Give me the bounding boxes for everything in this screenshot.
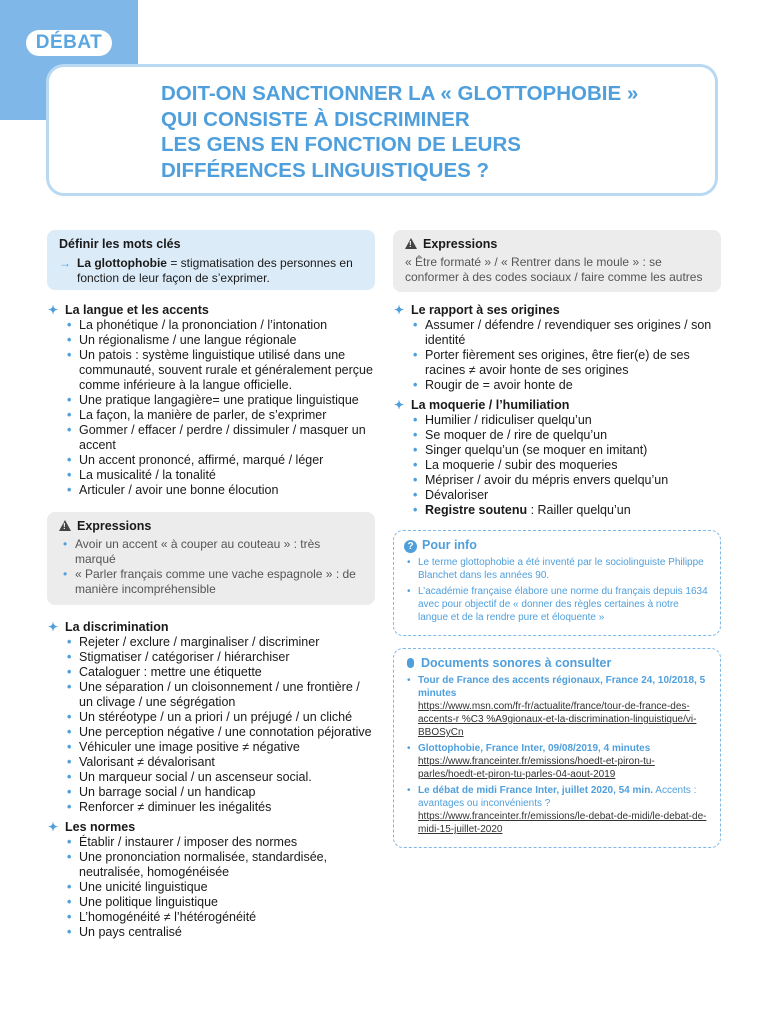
list-item xyxy=(393,503,721,518)
section-list xyxy=(47,635,375,815)
list-item: • Valorisant ≠ dévalorisant xyxy=(47,755,375,770)
list-item: • Une prononciation normalisée, standardisée, neutralisée, homogénéisée xyxy=(47,850,375,880)
star-icon: ✦ xyxy=(48,820,59,834)
list-item: • Assumer / défendre / revendiquer ses origines / son identité xyxy=(393,318,721,348)
expressions-box xyxy=(393,230,721,292)
list-item: • Un pays centralisé xyxy=(47,925,375,940)
pour-info-list xyxy=(404,556,710,624)
microphone-icon xyxy=(407,658,414,668)
definition-body: = stigmatisation des personnes en fonction de leur façon de s’exprimer. xyxy=(77,256,353,285)
section-list xyxy=(47,835,375,940)
star-icon: ✦ xyxy=(48,303,59,317)
page-title xyxy=(161,81,699,183)
definition-text xyxy=(59,256,363,286)
list-item: • La moquerie / subir des moqueries xyxy=(393,458,721,473)
star-icon: ✦ xyxy=(394,398,405,412)
section-list xyxy=(47,318,375,498)
section-title: ✦ Le rapport à ses origines xyxy=(394,303,560,317)
pour-info-box xyxy=(393,530,721,636)
list-item: • Mépriser / avoir du mépris envers quelqu’un xyxy=(393,473,721,488)
list-item: • Une perception négative / une connotation péjorative xyxy=(47,725,375,740)
section-langue xyxy=(47,302,375,498)
list-item: • Un accent prononcé, affirmé, marqué / léger xyxy=(47,453,375,468)
warning-icon xyxy=(405,238,417,249)
register-text: : Railler quelqu’un xyxy=(527,503,631,517)
expressions-list xyxy=(59,537,363,597)
list-item: • Une unicité linguistique xyxy=(47,880,375,895)
info-item: • L’académie française élabore une norme du français depuis 1634 avec pour objectif de « donner des règles certaines à notre langue et de la rendre pure et éloquente » xyxy=(404,585,710,624)
section-discrimination xyxy=(47,619,375,815)
document-item xyxy=(404,674,710,739)
title-line: LES GENS EN FONCTION DE LEURS xyxy=(161,133,521,156)
list-item: • Stigmatiser / catégoriser / hiérarchiser xyxy=(47,650,375,665)
list-item: • Établir / instaurer / imposer des normes xyxy=(47,835,375,850)
title-line: DIFFÉRENCES LINGUISTIQUES ? xyxy=(161,158,490,182)
definition-term: La glottophobie xyxy=(77,256,167,270)
document-title: Glottophobie, France Inter, 09/08/2019, 4 minutes xyxy=(418,743,651,754)
definition-box-title: Définir les mots clés xyxy=(59,237,181,251)
document-title: Le débat de midi France Inter, juillet 2020, 54 min. xyxy=(418,785,654,796)
register-label: Registre soutenu xyxy=(425,503,528,517)
document-item xyxy=(404,784,710,836)
document-item xyxy=(404,742,710,781)
list-item: • Articuler / avoir une bonne élocution xyxy=(47,483,375,498)
question-icon: ? xyxy=(404,540,417,553)
expression-item: • « Parler français comme une vache espagnole » : de manière incompréhensible xyxy=(59,567,363,597)
warning-icon xyxy=(59,520,71,531)
expressions-text: « Être formaté » / « Rentrer dans le moule » : se conformer à des codes sociaux / faire comme les autres xyxy=(405,255,703,284)
document-link[interactable]: https://www.msn.com/fr-fr/actualite/france/tour-de-france-des-accents-r %C3 %A9gionaux-et-la-discrimination-linguistique/vi-BBOSyCn xyxy=(418,701,697,738)
definition-box xyxy=(47,230,375,290)
section-moquerie xyxy=(393,397,721,518)
expressions-title: !Expressions xyxy=(405,236,709,253)
star-icon: ✦ xyxy=(394,303,405,317)
list-item: • Gommer / effacer / perdre / dissimuler / masquer un accent xyxy=(47,423,375,453)
list-item: • Singer quelqu’un (se moquer en imitant) xyxy=(393,443,721,458)
document-link[interactable]: https://www.franceinter.fr/emissions/hoedt-et-piron-tu-parles/hoedt-et-piron-tu-parles-04-aout-2019 xyxy=(418,756,655,780)
section-origines xyxy=(393,302,721,393)
left-column xyxy=(47,230,375,940)
list-item: • Un régionalisme / une langue régionale xyxy=(47,333,375,348)
list-item: • Rougir de = avoir honte de xyxy=(393,378,721,393)
list-item: • Porter fièrement ses origines, être fier(e) de ses racines ≠ avoir honte de ses origines xyxy=(393,348,721,378)
section-title: ✦ Les normes xyxy=(48,820,136,834)
title-box xyxy=(46,64,718,196)
list-item: • Une politique linguistique xyxy=(47,895,375,910)
expressions-box xyxy=(47,512,375,605)
list-item: • Un stéréotype / un a priori / un préjugé / un cliché xyxy=(47,710,375,725)
list-item: • Une séparation / un cloisonnement / une frontière / un clivage / une ségrégation xyxy=(47,680,375,710)
arrow-icon: → xyxy=(59,256,71,270)
title-line: QUI CONSISTE À DISCRIMINER xyxy=(161,107,470,131)
section-normes xyxy=(47,819,375,940)
list-item: • La façon, la manière de parler, de s’exprimer xyxy=(47,408,375,423)
list-item: • Une pratique langagière= une pratique linguistique xyxy=(47,393,375,408)
list-item: • Rejeter / exclure / marginaliser / discriminer xyxy=(47,635,375,650)
star-icon: ✦ xyxy=(48,620,59,634)
list-item: • Humilier / ridiculiser quelqu’un xyxy=(393,413,721,428)
section-list xyxy=(393,413,721,518)
list-item: • Dévaloriser xyxy=(393,488,721,503)
document-link[interactable]: https://www.franceinter.fr/emissions/le-debat-de-midi/le-debat-de-midi-15-juillet-2020 xyxy=(418,811,707,835)
list-item: • Un barrage social / un handicap xyxy=(47,785,375,800)
right-column xyxy=(393,230,721,848)
title-line: DOIT-ON SANCTIONNER LA « GLOTTOPHOBIE » xyxy=(161,82,639,105)
list-item: • Véhiculer une image positive ≠ négative xyxy=(47,740,375,755)
pour-info-title: ? Pour info xyxy=(404,537,710,554)
list-item: • Renforcer ≠ diminuer les inégalités xyxy=(47,800,375,815)
info-item: • Le terme glottophobie a été inventé par le sociolinguiste Philippe Blanchet dans les années 90. xyxy=(404,556,710,582)
list-item: • La musicalité / la tonalité xyxy=(47,468,375,483)
debate-label: DÉBAT xyxy=(26,30,112,56)
documents-title: Documents sonores à consulter xyxy=(404,655,710,672)
section-title: ✦ La discrimination xyxy=(48,620,169,634)
section-list xyxy=(393,318,721,393)
section-title: ✦ La langue et les accents xyxy=(48,303,209,317)
list-item: • Un patois : système linguistique utilisé dans une communauté, souvent rurale et généralement perçue comme inférieure à la langue officielle. xyxy=(47,348,375,393)
document-subtitle: Accents : avantages ou inconvénients ? xyxy=(418,785,697,809)
list-item: • La phonétique / la prononciation / l’intonation xyxy=(47,318,375,333)
document-title: Tour de France des accents régionaux, France 24, 10/2018, 5 minutes xyxy=(418,675,706,699)
list-item: • Se moquer de / rire de quelqu’un xyxy=(393,428,721,443)
list-item: • L’homogénéité ≠ l’hétérogénéité xyxy=(47,910,375,925)
list-item: • Un marqueur social / un ascenseur social. xyxy=(47,770,375,785)
expression-item: • Avoir un accent « à couper au couteau » : très marqué xyxy=(59,537,363,567)
documents-list xyxy=(404,674,710,836)
documents-box xyxy=(393,648,721,848)
section-title: ✦ La moquerie / l’humiliation xyxy=(394,398,570,412)
expressions-title: !Expressions xyxy=(59,518,363,535)
list-item: • Cataloguer : mettre une étiquette xyxy=(47,665,375,680)
